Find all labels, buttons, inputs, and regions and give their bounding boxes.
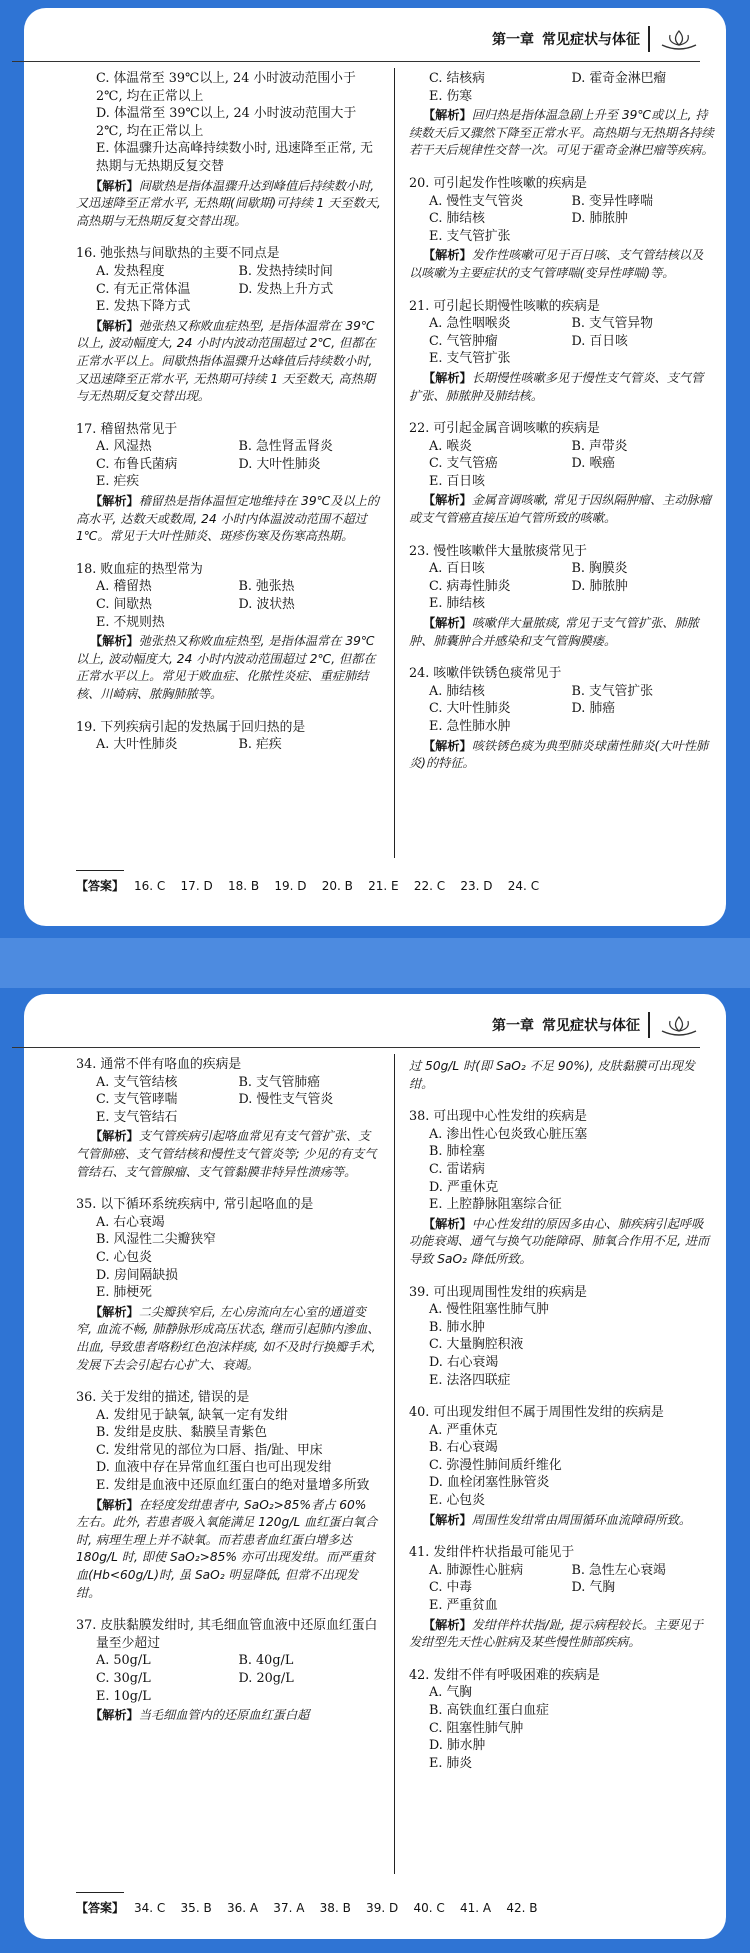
answer-option: A. 急性咽喉炎: [429, 316, 511, 332]
option-list: [76, 263, 381, 316]
answer-option: C. 30g/L: [96, 1671, 151, 1686]
answer-option: A. 严重休克: [429, 1422, 498, 1438]
question-block: [76, 1389, 381, 1602]
answer-option: B. 发绀是皮肤、黏膜呈青紫色: [96, 1425, 268, 1441]
answer-label: 【答案】: [76, 879, 125, 893]
question-stem: 42. 发绀不伴有呼吸困难的疾病是: [409, 1667, 600, 1683]
question-stem: 36. 关于发绀的描述, 错误的是: [76, 1390, 250, 1406]
answer-option: E. 疟疾: [96, 474, 140, 490]
page-card-2: [24, 994, 726, 1939]
answer-option: B. 急性左心衰竭: [571, 1562, 666, 1578]
analysis-body: 支气管疾病引起咯血常见有支气管扩张、支气管肺癌、支气管结核和慢性支气管炎等; 少见的有支气管结石、支气管腺瘤、支气管黏膜非特异性溃疡等。: [76, 1129, 377, 1179]
question-block: [409, 1108, 714, 1268]
answer-option: B. 支气管扩张: [571, 683, 654, 699]
option-list: [409, 193, 714, 246]
answer-option: B. 高铁血红蛋白血症: [429, 1703, 549, 1718]
option-list: [76, 578, 381, 631]
question-block: [409, 1667, 714, 1773]
column-divider: [394, 68, 395, 858]
answer-option: D. 肺脓肿: [571, 211, 628, 227]
question-block: [76, 1196, 381, 1374]
answer-option: B. 声带炎: [571, 438, 628, 454]
answer-option: A. 百日咳: [429, 561, 485, 577]
option-list: [409, 70, 714, 105]
analysis-body: 咳嗽伴大量脓痰, 常见于支气管扩张、肺脓肿、肺囊肿合并感染和支气管胸膜瘘。: [409, 616, 699, 648]
chapter-title: 常见症状与体征: [542, 32, 640, 48]
page-header: [492, 22, 700, 56]
analysis-label: 【解析】: [423, 108, 472, 123]
page-card-1: [24, 8, 726, 926]
analysis-label: 【解析】: [90, 318, 139, 333]
answer-option: C. 体温常至 39℃以上, 24 小时波动范围小于 2℃, 均在正常以上: [96, 71, 356, 104]
question-block: [409, 70, 714, 160]
analysis-text: [76, 1707, 381, 1725]
analysis-label: 【解析】: [423, 1512, 472, 1527]
answer-option: C. 中毒: [429, 1580, 473, 1596]
header-divider: [648, 1012, 650, 1038]
column-left-2: [76, 1056, 381, 1726]
question-block: [409, 665, 714, 773]
analysis-text: [76, 633, 381, 703]
question-block: [76, 719, 381, 754]
answer-option: B. 急性肾盂肾炎: [238, 439, 333, 455]
answer-option: E. 上腔静脉阻塞综合征: [429, 1197, 562, 1213]
chapter-label: 第一章: [492, 1018, 534, 1034]
analysis-body: 中心性发绀的原因多由心、肺疾病引起呼吸功能衰竭、通气与换气功能障碍、肺氧合作用不足, 进而导致 SaO₂ 降低所致。: [409, 1216, 710, 1266]
analysis-label: 【解析】: [423, 370, 472, 385]
analysis-label: 【解析】: [90, 178, 139, 193]
answer-list: 34. C 35. B 36. A 37. A 38. B 39. D 40. C 41. A 42. B: [134, 1901, 538, 1915]
question-block: [409, 1058, 714, 1093]
question-block: [409, 1404, 714, 1529]
analysis-text: [409, 1617, 714, 1652]
answer-option: B. 支气管异物: [571, 316, 654, 332]
analysis-text: [409, 492, 714, 527]
page-header: [492, 1008, 700, 1042]
question-block: [76, 1056, 381, 1181]
answer-option: A. 发绀见于缺氧, 缺氧一定有发绀: [96, 1407, 288, 1423]
answer-option: D. 霍奇金淋巴瘤: [571, 71, 667, 86]
answer-option: B. 弛张热: [238, 579, 295, 595]
answer-option: E. 支气管扩张: [429, 228, 511, 244]
analysis-text: [409, 247, 714, 282]
answer-option: E. 发热下降方式: [96, 299, 191, 315]
question-stem: 23. 慢性咳嗽伴大量脓痰常见于: [409, 543, 587, 559]
answer-option: B. 风湿性二尖瓣狭窄: [96, 1232, 216, 1248]
analysis-body: 周围性发绀常由周围循环血流障碍所致。: [471, 1512, 692, 1527]
analysis-text: [409, 738, 714, 773]
option-list: [409, 438, 714, 491]
answer-option: E. 不规则热: [96, 614, 165, 630]
analysis-text: [76, 493, 381, 546]
analysis-continued: 过 50g/L 时(即 SaO₂ 不足 90%), 皮肤黏膜可出现发绀。: [409, 1059, 695, 1091]
answer-option: E. 心包炎: [429, 1493, 485, 1509]
column-divider: [394, 1054, 395, 1874]
option-list: [76, 1407, 381, 1495]
answer-option: E. 肺结核: [429, 596, 485, 612]
analysis-body: 二尖瓣狭窄后, 左心房流向左心室的通道变窄, 血流不畅, 肺静脉形成高压状态, 继而引起肺内渗血、出血, 导致患者咯粉红色泡沫样痰, 如不及时行换瓣手术, 发展下去会引起右心扩大、衰竭。: [76, 1304, 380, 1372]
answer-option: A. 稽留热: [96, 579, 152, 595]
analysis-text: [76, 178, 381, 231]
analysis-body: 金属音调咳嗽, 常见于因纵隔肿瘤、主动脉瘤或支气管癌直接压迫气管所致的咳嗽。: [409, 493, 712, 526]
answer-option: B. 肺栓塞: [429, 1144, 485, 1160]
answer-option: E. 体温骤升达高峰持续数小时, 迅速降至正常, 无热期与无热期反复交替: [96, 141, 373, 174]
answer-option: E. 伤寒: [429, 88, 473, 104]
answer-option: D. 右心衰竭: [429, 1354, 499, 1370]
answer-option: C. 有无正常体温: [96, 281, 191, 297]
answer-option: A. 慢性支气管炎: [429, 193, 524, 209]
answer-label: 【答案】: [76, 1901, 125, 1915]
option-list: [409, 560, 714, 613]
answer-option: E. 肺梗死: [96, 1285, 152, 1301]
analysis-text: [76, 1497, 381, 1603]
analysis-text: [409, 1216, 714, 1269]
answer-option: A. 支气管结核: [96, 1074, 178, 1090]
chapter-label: 第一章: [492, 32, 534, 48]
analysis-text: [409, 615, 714, 650]
question-block: [76, 561, 381, 704]
answer-option: A. 渗出性心包炎致心脏压塞: [429, 1126, 588, 1142]
answer-option: A. 肺结核: [429, 683, 485, 699]
answer-option: A. 喉炎: [429, 438, 472, 454]
question-block: [409, 1544, 714, 1652]
option-list: [409, 1422, 714, 1510]
answer-option: C. 布鲁氏菌病: [96, 456, 178, 472]
answer-option: A. 慢性阻塞性肺气肿: [429, 1302, 549, 1318]
chapter-title: 常见症状与体征: [542, 1018, 640, 1034]
analysis-body: 稽留热是指体温恒定地维持在 39℃及以上的高水平, 达数天或数周, 24 小时内体温波动范围不超过 1℃。常见于大叶性肺炎、斑疹伤寒及伤寒高热期。: [76, 494, 380, 544]
answer-option: D. 肺癌: [571, 701, 616, 717]
analysis-label: 【解析】: [423, 616, 472, 631]
answer-option: D. 波状热: [238, 597, 295, 613]
answer-option: E. 急性肺水肿: [429, 719, 511, 734]
background-ribbon: [0, 958, 750, 988]
answer-option: C. 肺结核: [429, 211, 485, 227]
answer-option: D. 血栓闭塞性脉管炎: [429, 1475, 550, 1491]
answer-list: 16. C 17. D 18. B 19. D 20. B 21. E 22. C 23. D 24. C: [134, 879, 540, 893]
analysis-text: [76, 318, 381, 406]
answer-option: D. 百日咳: [571, 333, 628, 349]
question-block: [409, 298, 714, 406]
answer-option: D. 喉癌: [571, 456, 616, 472]
analysis-text: [76, 1128, 381, 1181]
answer-option: D. 血液中存在异常血红蛋白也可出现发绀: [96, 1460, 332, 1476]
column-left-1: [76, 70, 381, 755]
analysis-body: 弛张热又称败血症热型, 是指体温常在 39℃以上, 波动幅度大, 24 小时内波动范围超过 2℃, 但都在正常水平以上。常见于败血症、化脓性炎症、重症肺结核、川崎病、脓胸肺脓等。: [76, 634, 376, 701]
option-list: [409, 1562, 714, 1615]
question-stem: 34. 通常不伴有咯血的疾病是: [76, 1057, 242, 1072]
answer-option: C. 病毒性肺炎: [429, 578, 511, 594]
answer-option: D. 气胸: [571, 1580, 616, 1596]
question-stem: 37. 皮肤黏膜发绀时, 其毛细血管血液中还原血红蛋白量至少超过: [76, 1618, 378, 1651]
answer-option: E. 法洛四联症: [429, 1372, 511, 1388]
answer-option: E. 支气管结石: [96, 1109, 178, 1125]
question-block: [76, 1617, 381, 1725]
analysis-body: 发作性咳嗽可见于百日咳、支气管结核以及以咳嗽为主要症状的支气管哮喘(变异性哮喘)等。: [409, 248, 704, 280]
question-stem: 35. 以下循环系统疾病中, 常引起咯血的是: [76, 1197, 314, 1213]
answer-option: D. 体温常至 39℃以上, 24 小时波动范围大于 2℃, 均在正常以上: [96, 106, 357, 139]
answer-option: C. 大量胸腔积液: [429, 1337, 524, 1353]
analysis-body: 发绀伴杵状指/趾, 提示病程较长。主要见于发绀型先天性心脏病及某些慢性肺部疾病。: [409, 1617, 703, 1650]
option-list: [76, 438, 381, 491]
answer-option: D. 20g/L: [238, 1671, 294, 1686]
answer-option: E. 肺炎: [429, 1755, 473, 1771]
analysis-label: 【解析】: [90, 1497, 139, 1512]
answer-option: D. 发热上升方式: [238, 281, 334, 297]
analysis-label: 【解析】: [423, 1617, 472, 1632]
question-block: [76, 245, 381, 405]
answer-option: B. 胸膜炎: [571, 561, 628, 577]
question-stem: 39. 可出现周围性发绀的疾病是: [409, 1284, 587, 1300]
question-block: [409, 175, 714, 283]
analysis-body: 回归热是指体温急剧上升至 39℃或以上, 持续数天后又骤然下降至正常水平。高热期与无热期各持续若干天后规律性交替一次。可见于霍奇金淋巴瘤等疾病。: [409, 108, 714, 158]
answer-option: B. 右心衰竭: [429, 1440, 498, 1456]
answer-option: B. 变异性哮喘: [571, 193, 654, 209]
analysis-text: [76, 1304, 381, 1374]
analysis-body: 在轻度发绀患者中, SaO₂>85%者占 60% 左右。此外, 若患者吸入氧能满足 120g/L 血红蛋白氧合时, 病理生理上并不缺氧。而若患者血红蛋白增多达 180g/L 时, 即使 SaO₂>85% 亦可出现发绀。而严重贫血(Hb<60g/L)时, 虽 SaO₂ 明显降低, 但常不出现发绀。: [76, 1497, 378, 1600]
question-block: [409, 543, 714, 651]
question-block: [76, 70, 381, 230]
answer-option: C. 心包炎: [96, 1249, 152, 1265]
question-block: [76, 421, 381, 546]
answer-option: E. 百日咳: [429, 473, 485, 489]
question-stem: 19. 下列疾病引起的发热属于回归热的是: [76, 719, 306, 735]
option-list: [409, 1684, 714, 1772]
answer-option: A. 气胸: [429, 1685, 472, 1701]
answer-option: A. 右心衰竭: [96, 1214, 165, 1230]
answer-option: A. 大叶性肺炎: [96, 737, 178, 753]
option-list: [76, 736, 381, 754]
option-list: [409, 683, 714, 736]
option-list: [76, 1214, 381, 1302]
answer-option: B. 肺水肿: [429, 1319, 485, 1335]
column-right-1: [409, 70, 714, 774]
analysis-label: 【解析】: [423, 738, 472, 753]
question-stem: 24. 咳嗽伴铁锈色痰常见于: [409, 666, 562, 682]
answer-option: A. 发热程度: [96, 263, 165, 279]
question-stem: 22. 可引起金属音调咳嗽的疾病是: [409, 421, 600, 437]
analysis-label: 【解析】: [90, 1708, 139, 1723]
analysis-body: 间歇热是指体温骤升达到峰值后持续数小时, 又迅速降至正常水平, 无热期(间歇期)可持续 1 天至数天, 高热期与无热期反复交替出现。: [76, 178, 381, 228]
question-block: [409, 1284, 714, 1390]
analysis-label: 【解析】: [90, 1304, 139, 1319]
question-stem: 41. 发绀伴杵状指最可能见于: [409, 1545, 575, 1561]
question-stem: 17. 稽留热常见于: [76, 421, 178, 437]
analysis-body: 当毛细血管内的还原血红蛋白超: [138, 1708, 310, 1723]
answer-option: B. 40g/L: [238, 1653, 294, 1669]
lotus-logo-icon: [658, 1013, 700, 1037]
answer-option: C. 弥漫性肺间质纤维化: [429, 1457, 562, 1473]
analysis-label: 【解析】: [423, 248, 472, 263]
answer-option: D. 肺脓肿: [571, 578, 628, 594]
option-list: [76, 70, 381, 176]
analysis-body: 长期慢性咳嗽多见于慢性支气管炎、支气管扩张、肺脓肿及肺结核。: [409, 370, 704, 403]
analysis-body: 弛张热又称败血症热型, 是指体温常在 39℃以上, 波动幅度大, 24 小时内波动范围超过 2℃, 但都在正常水平以上。间歇热指体温骤升达峰值后持续数小时, 又迅速降至正常水平, 无热期可持续 1 天至数天, 高热期与无热期反复交替出现。: [76, 318, 376, 404]
answer-option: B. 发热持续时间: [238, 263, 333, 279]
answer-option: C. 雷诺病: [429, 1161, 485, 1177]
option-list: [409, 1126, 714, 1214]
analysis-label: 【解析】: [423, 1216, 472, 1231]
answer-option: C. 支气管哮喘: [96, 1092, 178, 1108]
option-list: [76, 1652, 381, 1705]
analysis-label: 【解析】: [423, 493, 472, 508]
answer-option: D. 肺水肿: [429, 1738, 486, 1754]
lotus-logo-icon: [658, 27, 700, 51]
answer-option: C. 大叶性肺炎: [429, 701, 511, 717]
answer-option: D. 慢性支气管炎: [238, 1092, 334, 1108]
question-stem: 18. 败血症的热型常为: [76, 561, 203, 577]
analysis-label: 【解析】: [90, 1129, 139, 1144]
question-stem: 16. 弛张热与间歇热的主要不同点是: [76, 246, 280, 262]
question-stem: 20. 可引起发作性咳嗽的疾病是: [409, 175, 587, 191]
answer-option: D. 大叶性肺炎: [238, 456, 321, 472]
answer-option: C. 结核病: [429, 71, 485, 86]
answer-option: E. 发绀是血液中还原血红蛋白的绝对量增多所致: [96, 1478, 370, 1494]
answer-option: D. 房间隔缺损: [96, 1267, 178, 1283]
answer-option: C. 发绀常见的部位为口唇、指/趾、甲床: [96, 1442, 323, 1458]
answer-option: C. 支气管癌: [429, 456, 498, 472]
answer-option: E. 严重贫血: [429, 1598, 498, 1614]
analysis-text: [409, 370, 714, 405]
question-stem: 21. 可引起长期慢性咳嗽的疾病是: [409, 298, 600, 314]
answer-option: B. 支气管肺癌: [238, 1074, 321, 1090]
answer-option: C. 气管肿瘤: [429, 333, 498, 349]
analysis-label: 【解析】: [90, 494, 139, 509]
answer-option: E. 10g/L: [96, 1688, 151, 1704]
header-divider: [648, 26, 650, 52]
question-block: [409, 420, 714, 528]
column-right-2: [409, 1056, 714, 1773]
analysis-body: 咳铁锈色痰为典型肺炎球菌性肺炎(大叶性肺炎)的特征。: [409, 738, 709, 771]
answer-option: E. 支气管扩张: [429, 351, 511, 367]
answer-key: [76, 870, 686, 894]
answer-option: C. 阻塞性肺气肿: [429, 1720, 524, 1736]
option-list: [76, 1074, 381, 1127]
answer-option: A. 风湿热: [96, 439, 152, 455]
answer-key: [76, 1892, 686, 1916]
answer-option: B. 疟疾: [238, 737, 282, 753]
answer-option: A. 50g/L: [96, 1653, 151, 1669]
analysis-label: 【解析】: [90, 634, 139, 649]
answer-option: C. 间歇热: [96, 597, 152, 613]
option-list: [409, 1301, 714, 1389]
analysis-text: [409, 1512, 714, 1530]
answer-option: D. 严重休克: [429, 1179, 499, 1195]
option-list: [409, 315, 714, 368]
question-stem: 38. 可出现中心性发绀的疾病是: [409, 1109, 587, 1125]
answer-option: A. 肺源性心脏病: [429, 1562, 524, 1578]
question-stem: 40. 可出现发绀但不属于周围性发绀的疾病是: [409, 1405, 664, 1421]
analysis-text: [409, 107, 714, 160]
